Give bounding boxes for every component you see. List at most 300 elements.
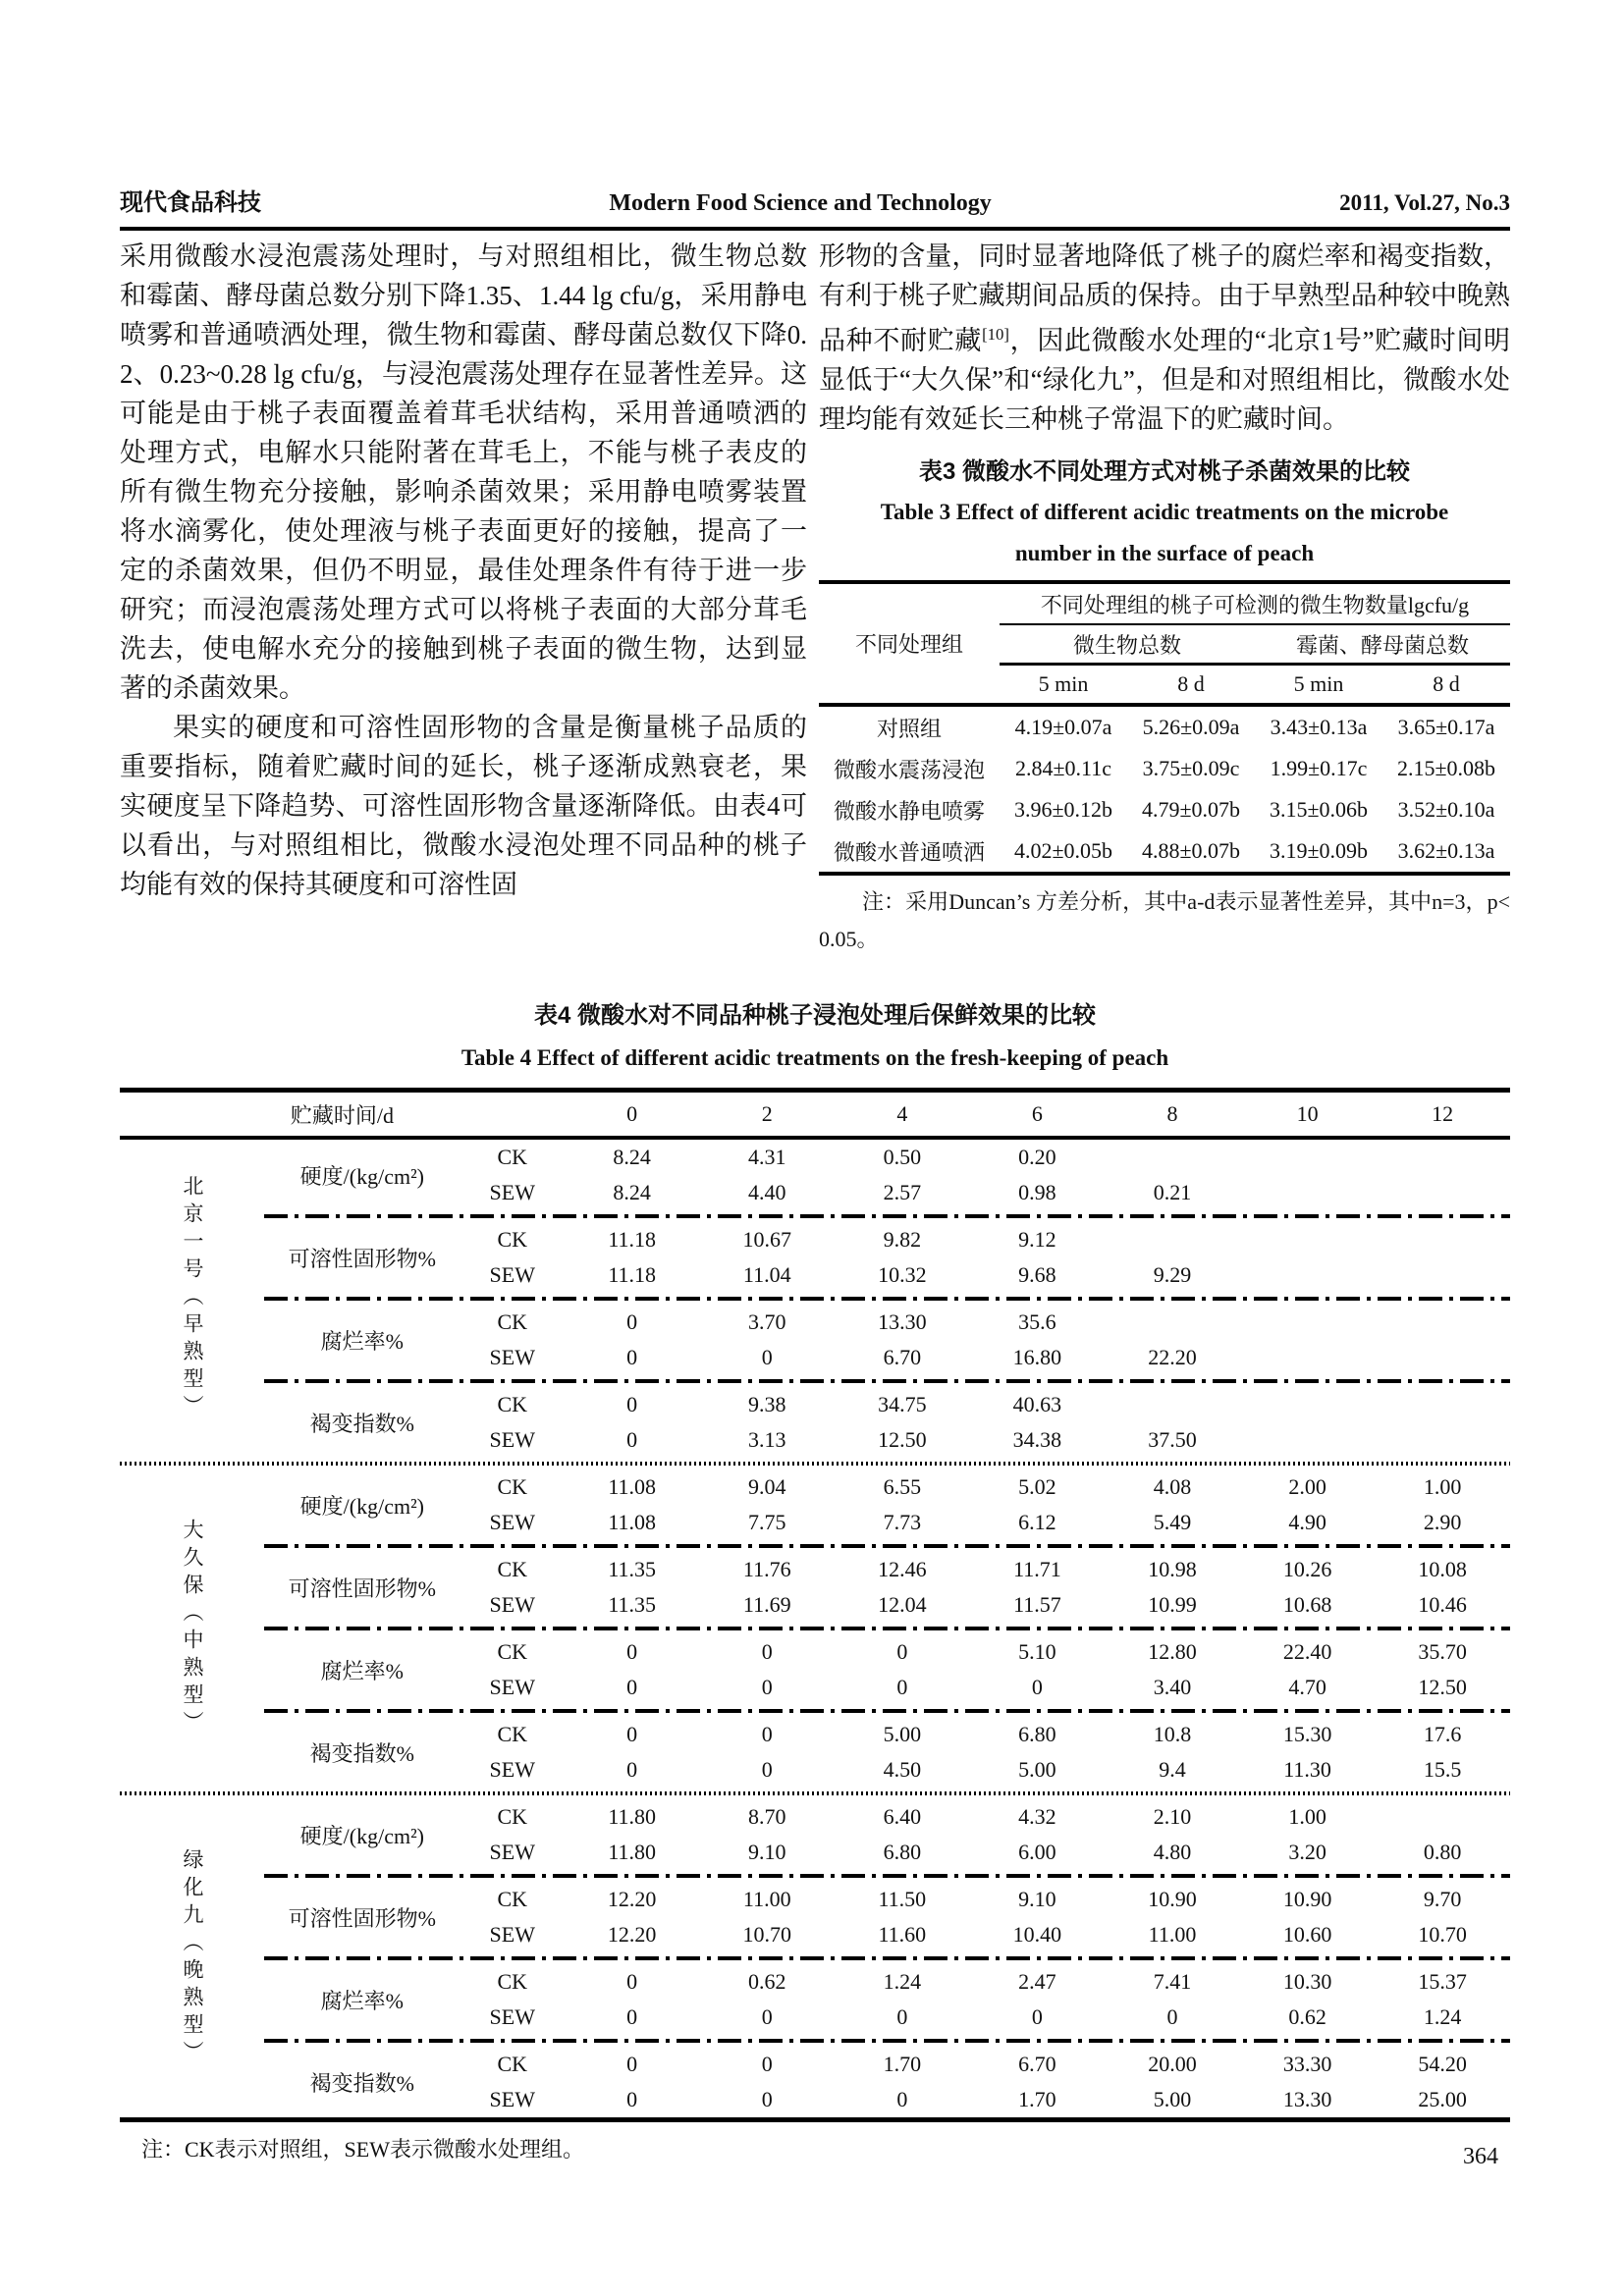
table4-value: 6.80 [1018,1722,1056,1746]
table4-value: 35.70 [1418,1639,1467,1664]
table4-value: 9.70 [1423,1887,1462,1911]
table4-value [1240,1222,1376,1257]
table4-row [120,1552,1510,1587]
table4-value: 12.04 [878,1592,927,1617]
table4-value: 22.20 [1148,1345,1197,1369]
table4-value: 0 [626,2004,638,2029]
table3-subheader-total-microbes: 微生物总数 [1000,624,1255,665]
table4-value: 0 [626,1757,638,1782]
treatment-type-label: CK [497,2052,528,2076]
table4-row [120,1717,1510,1752]
group-separator-row [120,1788,1510,1799]
table4-value [1240,1175,1376,1210]
metric-separator-row [120,1705,1510,1717]
table3-time-header: 5 min [1000,665,1127,706]
left-paragraph-2: 果实的硬度和可溶性固形物的含量是衡量桃子品质的重要指标，随着贮藏时间的延长，桃子逐渐成熟衰老，果实硬度呈下降趋势、可溶性固形物含量逐渐降低。由表4可以看出，与对照组相比，微酸水浸泡处理不同品种的桃子均能有效的保持其硬度和可溶性固 [120,713,807,899]
table4-value: 16.80 [1012,1345,1062,1369]
treatment-type-label: SEW [489,2087,535,2111]
table4-value: 0 [1031,2004,1043,2029]
metric-separator-row [120,1293,1510,1305]
table4-title-en: Table 4 Effect of different acidic treatments on the fresh-keeping of peach [460,1045,1169,1070]
table3-value: 3.52±0.10a [1397,797,1495,822]
metric-separator-cell [264,2035,1510,2047]
table4-value: 0.80 [1423,1840,1462,1864]
table4-value: 11.50 [878,1887,927,1911]
table4-row [120,1387,1510,1422]
table4-value: 0 [761,2087,773,2111]
dotted-separator [120,1462,1510,1466]
table4-value: 0 [1166,2004,1178,2029]
metric-separator-cell [264,1540,1510,1552]
table4-value: 11.08 [608,1510,657,1534]
table4-value [1105,1222,1240,1257]
table4-value: 12.50 [878,1427,927,1452]
variety-label: 北京一号（早熟型） [181,1175,204,1422]
table4-row [120,1799,1510,1835]
table4-value: 9.29 [1153,1262,1192,1287]
treatment-group-label: 对照组 [876,716,942,741]
table4-value [1240,1422,1376,1458]
table4-row [120,2047,1510,2082]
table4-value [1240,1257,1376,1293]
table4-value: 1.70 [883,2052,922,2076]
table4-row [120,1964,1510,2000]
table4-value: 11.18 [608,1262,657,1287]
journal-title-cn: 现代食品科技 [120,189,261,216]
metric-separator-cell [264,1870,1510,1882]
table4-value: 10.99 [1148,1592,1197,1617]
table3-value: 3.65±0.17a [1397,715,1495,739]
table4-value: 5.10 [1018,1639,1056,1664]
table3-row [819,705,1510,748]
metric-separator-cell [264,1952,1510,1964]
table4-value: 11.04 [742,1262,791,1287]
treatment-type-label: CK [497,1227,528,1252]
table4-value [1375,1387,1510,1422]
table4-value: 10.32 [878,1262,927,1287]
table3-value: 3.43±0.13a [1270,715,1368,739]
left-column [120,237,807,980]
treatment-type-label: CK [497,1887,528,1911]
day-column-header: 10 [1240,1091,1376,1139]
table4-value [1105,1387,1240,1422]
table4-value: 4.90 [1288,1510,1326,1534]
table4-value: 7.73 [883,1510,922,1534]
table4-value [1375,1257,1510,1293]
table4-value: 0.21 [1153,1180,1192,1204]
metric-separator-cell [264,1293,1510,1305]
table4-value: 5.49 [1153,1510,1192,1534]
metric-separator-cell [264,1623,1510,1634]
treatment-type-label: CK [497,1474,528,1499]
treatment-type-label: CK [497,1804,528,1829]
running-head [120,183,1510,231]
treatment-type-label: SEW [489,1922,535,1947]
dash-dot-separator [264,1544,1510,1548]
table4-value: 17.6 [1423,1722,1462,1746]
table4-value: 8.70 [748,1804,786,1829]
metric-separator-row [120,1540,1510,1552]
metric-separator-row [120,1623,1510,1634]
table4-value: 0 [761,1675,773,1699]
treatment-type-label: SEW [489,1757,535,1782]
table4-value: 0 [896,1639,908,1664]
table4-value: 11.76 [742,1557,791,1581]
table3 [819,580,1510,876]
table4-value: 11.69 [742,1592,791,1617]
table4-value [1240,1305,1376,1340]
table4-header-row [120,1091,1510,1139]
table4-value: 9.68 [1018,1262,1056,1287]
metric-label: 褐变指数% [309,2070,414,2096]
two-column-text [120,237,1510,980]
dash-dot-separator [264,1874,1510,1878]
day-column-header: 6 [970,1091,1106,1139]
table3-value: 2.84±0.11c [1014,756,1112,780]
table4-value: 12.50 [1418,1675,1467,1699]
table4-value: 4.80 [1153,1840,1192,1864]
table4-value: 6.70 [1018,2052,1056,2076]
table4-value [1375,1340,1510,1375]
table4 [120,1088,1510,2122]
table4-value: 4.08 [1153,1474,1192,1499]
table4-value [1240,1340,1376,1375]
table4-value: 3.70 [748,1309,786,1334]
right-column [819,237,1510,980]
table4-value: 0 [626,1639,638,1664]
table4-value: 9.38 [748,1392,786,1416]
table4-value: 0 [761,1757,773,1782]
table4-value: 8.24 [613,1145,651,1169]
treatment-type-label: SEW [489,1427,535,1452]
day-column-header: 0 [565,1091,700,1139]
journal-title-en: Modern Food Science and Technology [609,190,992,216]
table4-value: 11.71 [1013,1557,1061,1581]
treatment-type-label: SEW [489,2004,535,2029]
table4-value: 11.08 [608,1474,657,1499]
table4-value [1375,1222,1510,1257]
table4-value: 6.40 [883,1804,922,1829]
table4-value: 0 [626,1309,638,1334]
table3-row [819,830,1510,874]
table3-value: 1.99±0.17c [1270,756,1368,780]
metric-label: 硬度/(kg/cm²) [299,1163,424,1189]
table4-value: 11.30 [1283,1757,1331,1782]
table3-value: 4.88±0.07b [1141,838,1241,863]
treatment-type-label: SEW [489,1675,535,1699]
table4-value: 11.18 [608,1227,657,1252]
table3-time-header: 8 d [1382,665,1510,706]
left-paragraph-1: 采用微酸水浸泡震荡处理时，与对照组相比，微生物总数和霉菌、酵母菌总数分别下降1.35、1.44 lg cfu/g，采用静电喷雾和普通喷洒处理，微生物和霉菌、酵母菌总数仅下降0.2、0.23~0.28 lg cfu/g，与浸泡震荡处理存在显著性差异。这可能是由于桃子表面覆盖着茸毛状结构，采用普通喷洒的处理方式，电解水只能附著在茸毛上，不能与桃子表皮的所有微生物充分接触，影响杀菌效果；采用静电喷雾装置将水滴雾化，使处理液与桃子表面更好的接触，提高了一定的杀菌效果，但仍不明显，最佳处理条件有待于进一步研究；而浸泡震荡处理方式可以将桃子表面的大部分茸毛洗去，使电解水充分的接触到桃子表面的微生物，达到显著的杀菌效果。 [120,241,807,703]
table4-note: 注：CK表示对照组，SEW表示微酸水处理组。 [141,2137,585,2162]
table3-value: 3.15±0.06b [1269,797,1369,822]
table4-value: 34.75 [878,1392,927,1416]
table4-row [120,1222,1510,1257]
right-paragraph-text-a: 形物的含量，同时显著地降低了桃子的腐烂率和褐变指数，有利于桃子贮藏期间品质的保持。由于早熟型品种较中晚熟品种不耐贮藏 [819,241,1510,355]
treatment-type-label: SEW [489,1262,535,1287]
table4-value: 0.50 [883,1145,922,1169]
table4-body [120,1138,1510,2120]
table4-value: 20.00 [1148,2052,1197,2076]
table4-value: 11.57 [1013,1592,1061,1617]
treatment-type-label: CK [497,1639,528,1664]
table4-value: 12.46 [878,1557,927,1581]
treatment-type-label: CK [497,1309,528,1334]
table4-value: 13.30 [1282,2087,1332,2111]
day-column-header: 8 [1105,1091,1240,1139]
metric-separator-cell [264,1210,1510,1222]
table4-value: 0 [761,1345,773,1369]
table4-value: 0.62 [748,1969,786,1994]
table4-value: 1.70 [1018,2087,1056,2111]
right-paragraph-text-b: ，因此微酸水处理的“北京1号”贮藏时间明显低于“大久保”和“绿化九”，但是和对照组相比，微酸水处理均能有效延长三种桃子常温下的贮藏时间。 [819,326,1511,434]
table4-value: 1.24 [883,1969,922,1994]
table4-value: 4.70 [1288,1675,1326,1699]
table3-value: 3.19±0.09b [1269,838,1369,863]
metric-label: 可溶性固形物% [288,1905,436,1931]
table4-value: 11.80 [608,1804,657,1829]
table3-spanning-header: 不同处理组的桃子可检测的微生物数量lgcfu/g [1000,582,1510,624]
table4-value: 6.55 [883,1474,922,1499]
page-number: 364 [1463,2144,1498,2169]
table4-value: 5.00 [883,1722,922,1746]
metric-label: 褐变指数% [309,1740,414,1766]
dash-dot-separator [264,1956,1510,1960]
table4-value: 0 [1031,1675,1043,1699]
table4-value [1105,1305,1240,1340]
table4-value: 4.31 [748,1145,786,1169]
table3-time-header: 5 min [1255,665,1382,706]
table4-value: 10.70 [1418,1922,1467,1947]
table4-value: 4.50 [883,1757,922,1782]
table4-value: 10.46 [1418,1592,1467,1617]
table4-value: 34.38 [1012,1427,1062,1452]
table4-value: 12.80 [1148,1639,1197,1664]
table4-value: 22.40 [1282,1639,1332,1664]
table4-value: 10.26 [1282,1557,1332,1581]
table4-value [1105,1138,1240,1175]
table3-note: 注：采用Duncan’s 方差分析，其中a-d表示显著性差异，其中n=3，p<0.05。 [819,889,1510,951]
metric-separator-cell [264,1705,1510,1717]
treatment-type-label: CK [497,1557,528,1581]
table4-value: 6.70 [883,1345,922,1369]
table4-value: 12.20 [607,1922,657,1947]
table3-header-row-1 [819,582,1510,624]
table4-value: 2.57 [883,1180,922,1204]
table4-value [1375,1799,1510,1835]
table4-value: 8.24 [613,1180,651,1204]
right-paragraph-1 [819,237,1510,439]
table4-value: 0.98 [1018,1180,1056,1204]
table4-value: 40.63 [1012,1392,1062,1416]
table4-value: 9.04 [748,1474,786,1499]
metric-label: 腐烂率% [320,1328,404,1354]
table4-value: 9.12 [1018,1227,1056,1252]
metric-separator-cell [264,1375,1510,1387]
metric-label: 硬度/(kg/cm²) [299,1823,424,1848]
treatment-type-label: CK [497,1145,528,1169]
dash-dot-separator [264,1627,1510,1630]
table4-value: 7.75 [748,1510,786,1534]
table4-row [120,1882,1510,1917]
table4-value: 4.40 [748,1180,786,1204]
metric-separator-row [120,1870,1510,1882]
table4-value: 10.90 [1148,1887,1197,1911]
table4-value: 9.4 [1159,1757,1186,1782]
table4-value: 10.08 [1418,1557,1467,1581]
treatment-group-label: 微酸水静电喷雾 [833,798,985,824]
table3-value: 2.15±0.08b [1396,756,1496,780]
table4-value: 1.24 [1423,2004,1462,2029]
table4-value: 10.40 [1012,1922,1062,1947]
table4-value: 0 [896,1675,908,1699]
table4-value: 3.40 [1153,1675,1192,1699]
table3-row [819,748,1510,789]
table4-value: 10.67 [742,1227,791,1252]
treatment-type-label: CK [497,1392,528,1416]
issue-info: 2011, Vol.27, No.3 [1339,190,1510,215]
table4-value: 11.35 [608,1592,657,1617]
table4-value [1375,1422,1510,1458]
table4-value: 0.62 [1288,2004,1326,2029]
table4-value: 4.32 [1018,1804,1056,1829]
treatment-type-label: SEW [489,1510,535,1534]
dash-dot-separator [264,1709,1510,1713]
table3-value: 3.62±0.13a [1397,838,1495,863]
metric-label: 可溶性固形物% [288,1575,436,1601]
table4-value: 5.02 [1018,1474,1056,1499]
table4-value: 15.37 [1418,1969,1467,1994]
table4-value: 10.90 [1282,1887,1332,1911]
treatment-type-label: SEW [489,1180,535,1204]
table3-time-header: 8 d [1127,665,1255,706]
table4-value: 0 [626,1392,638,1416]
table4-value: 0 [626,1427,638,1452]
metric-label: 褐变指数% [309,1411,414,1436]
table4-value [1240,1387,1376,1422]
day-column-header: 12 [1375,1091,1510,1139]
table4-value: 1.00 [1423,1474,1462,1499]
table4-value: 2.90 [1423,1510,1462,1534]
dash-dot-separator [264,1379,1510,1383]
table4-value: 0 [626,1675,638,1699]
table3-subheader-mold-yeast: 霉菌、酵母菌总数 [1255,624,1510,665]
group-separator-row [120,1458,1510,1469]
table4-value: 10.70 [742,1922,791,1947]
group-separator-cell [120,1788,1510,1799]
table4-value: 11.60 [878,1922,927,1947]
table4-row [120,1469,1510,1505]
table4-value: 0 [896,2087,908,2111]
metric-separator-row [120,1375,1510,1387]
table4-value: 0 [761,1639,773,1664]
table4-value: 10.60 [1282,1922,1332,1947]
table4-value: 54.20 [1418,2052,1467,2076]
table3-title-cn: 表3 微酸水不同处理方式对桃子杀菌效果的比较 [918,458,1410,485]
table4-value: 11.00 [742,1887,791,1911]
table3-value: 4.79±0.07b [1141,797,1241,822]
metric-label: 腐烂率% [320,1988,404,2013]
table4-value: 10.8 [1153,1722,1192,1746]
table4-value: 0 [761,1722,773,1746]
dash-dot-separator [264,2039,1510,2043]
table4-value: 2.47 [1018,1969,1056,1994]
table4-value: 3.20 [1288,1840,1326,1864]
treatment-group-label: 微酸水普通喷洒 [833,839,985,865]
table3-title-en-line1: Table 3 Effect of different acidic treatments on the microbe [880,500,1449,524]
table4-value: 11.00 [1148,1922,1197,1947]
table4-value: 7.41 [1153,1969,1192,1994]
table4-value: 0 [626,2052,638,2076]
table3-value: 3.96±0.12b [1013,797,1113,822]
group-separator-cell [120,1458,1510,1469]
storage-time-label: 贮藏时间/d [120,1091,565,1139]
day-column-header: 2 [699,1091,835,1139]
citation-reference: [10] [982,325,1009,344]
table4-row [120,1305,1510,1340]
table3-body [819,705,1510,874]
table4-value: 2.00 [1288,1474,1326,1499]
table3-value: 5.26±0.09a [1142,715,1240,739]
table4-value: 5.00 [1018,1757,1056,1782]
table4-value: 15.30 [1282,1722,1332,1746]
metric-label: 腐烂率% [320,1658,404,1683]
table4-value: 37.50 [1148,1427,1197,1452]
metric-separator-row [120,1210,1510,1222]
variety-label: 绿化九（晚熟型） [181,1848,204,2068]
dash-dot-separator [264,1297,1510,1301]
table4-value: 6.80 [883,1840,922,1864]
table4-value: 12.20 [607,1887,657,1911]
dash-dot-separator [264,1214,1510,1218]
table3-value: 3.75±0.09c [1142,756,1240,780]
table4-value: 0 [626,1969,638,1994]
treatment-type-label: CK [497,1722,528,1746]
table4-value: 10.68 [1282,1592,1332,1617]
table4-title-cn: 表4 微酸水对不同品种桃子浸泡处理后保鲜效果的比较 [533,1002,1096,1029]
table4-value: 0 [626,2087,638,2111]
table4-value: 9.10 [1018,1887,1056,1911]
table3-value: 4.02±0.05b [1013,838,1113,863]
treatment-type-label: CK [497,1969,528,1994]
table4-value: 1.00 [1288,1804,1326,1829]
table4-value: 10.98 [1148,1557,1197,1581]
table4-value: 0 [761,2004,773,2029]
table4-value: 11.35 [608,1557,657,1581]
day-column-header: 4 [835,1091,970,1139]
treatment-type-label: SEW [489,1840,535,1864]
metric-label: 可溶性固形物% [288,1246,436,1271]
table4-row [120,1138,1510,1175]
table3-stub-header: 不同处理组 [819,582,1000,705]
table4-value: 33.30 [1282,2052,1332,2076]
treatment-type-label: SEW [489,1592,535,1617]
table4-value: 9.82 [883,1227,922,1252]
metric-separator-row [120,1952,1510,1964]
table4-value: 0 [896,2004,908,2029]
table4-value: 0 [761,2052,773,2076]
table3-row [819,789,1510,830]
table3-title-en-line2: number in the surface of peach [1014,541,1315,565]
table4-value: 0 [626,1345,638,1369]
table4-value [1375,1305,1510,1340]
table4-value: 10.30 [1282,1969,1332,1994]
table4-value: 6.00 [1018,1840,1056,1864]
table4-value: 0 [626,1722,638,1746]
table4-value: 5.00 [1153,2087,1192,2111]
table4-value: 11.80 [608,1840,657,1864]
table4-value: 6.12 [1018,1510,1056,1534]
